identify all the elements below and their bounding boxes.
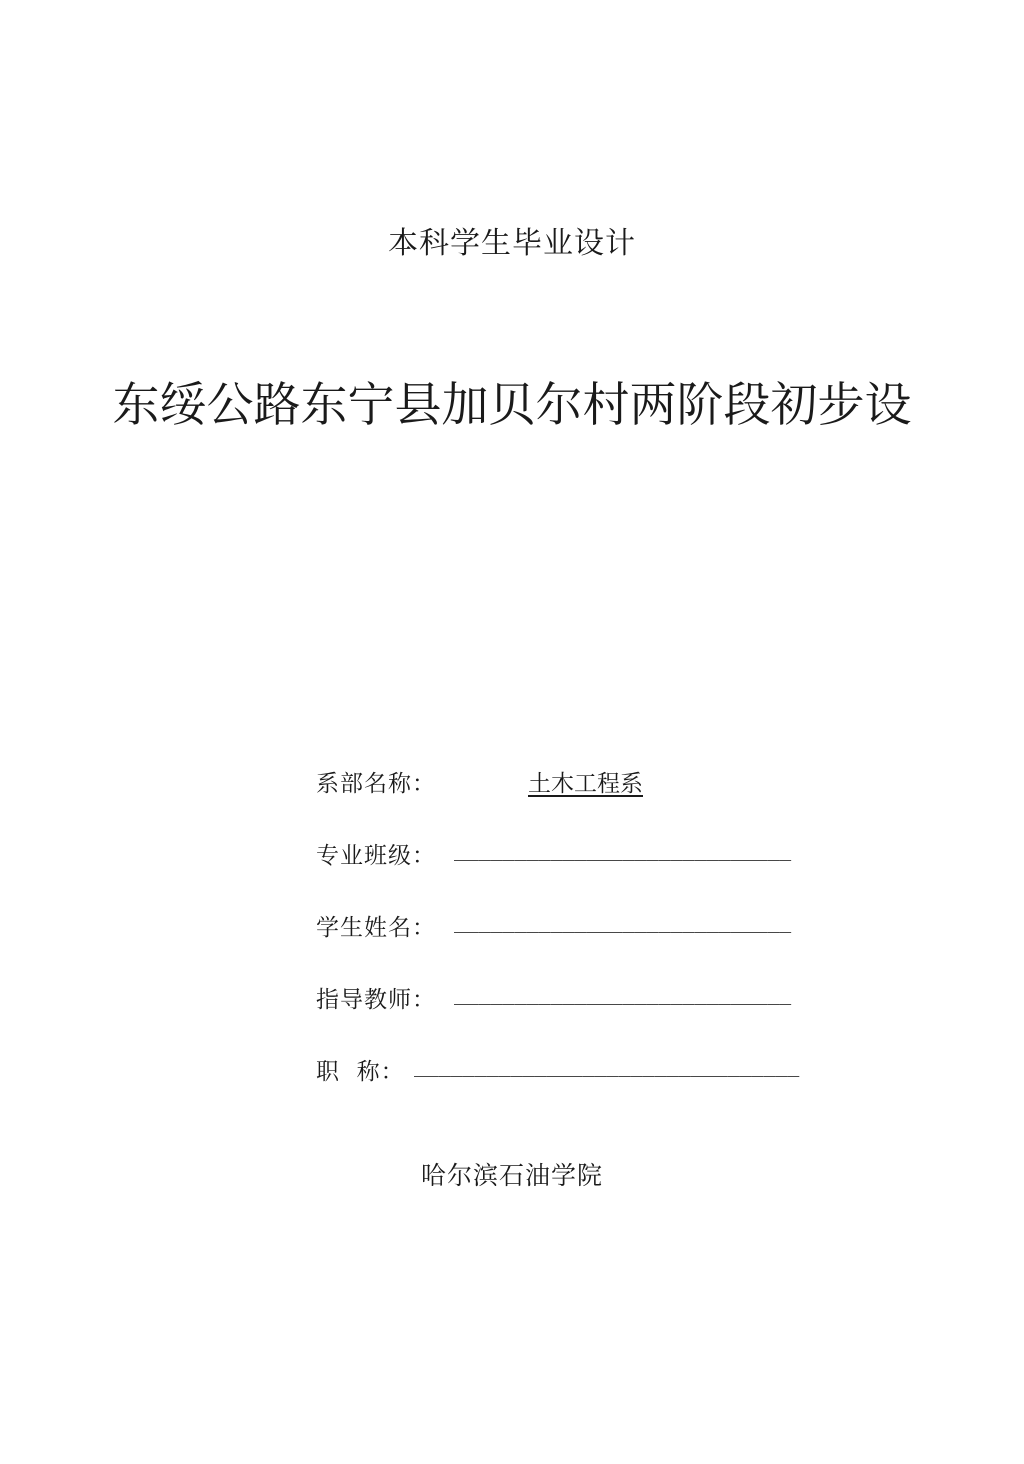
advisor-blank: ____________________________ — [454, 981, 792, 1005]
field-row-title-rank — [316, 1053, 800, 1125]
student-name-label: 学生姓名： — [316, 915, 436, 941]
field-row-department — [316, 765, 796, 837]
major-class-label: 专业班级： — [316, 843, 436, 869]
department-label: 系部名称： — [316, 771, 436, 797]
field-row-major-class — [316, 837, 796, 909]
title-rank-blank: ________________________________ — [414, 1053, 800, 1077]
field-row-student-name — [316, 909, 796, 981]
advisor-label: 指导教师： — [316, 987, 436, 1013]
department-value: 土木工程系 — [528, 771, 643, 797]
title-rank-label: 职 称： — [316, 1059, 405, 1085]
document-subtitle: 本科学生毕业设计 — [388, 226, 636, 261]
student-name-blank: ____________________________ — [454, 909, 792, 933]
institution-name: 哈尔滨石油学院 — [420, 1161, 603, 1190]
major-class-blank: ____________________________ — [454, 837, 792, 861]
document-title: 东绥公路东宁县加贝尔村两阶段初步设 — [112, 378, 912, 433]
info-fields — [316, 765, 800, 1125]
field-row-advisor — [316, 981, 796, 1053]
